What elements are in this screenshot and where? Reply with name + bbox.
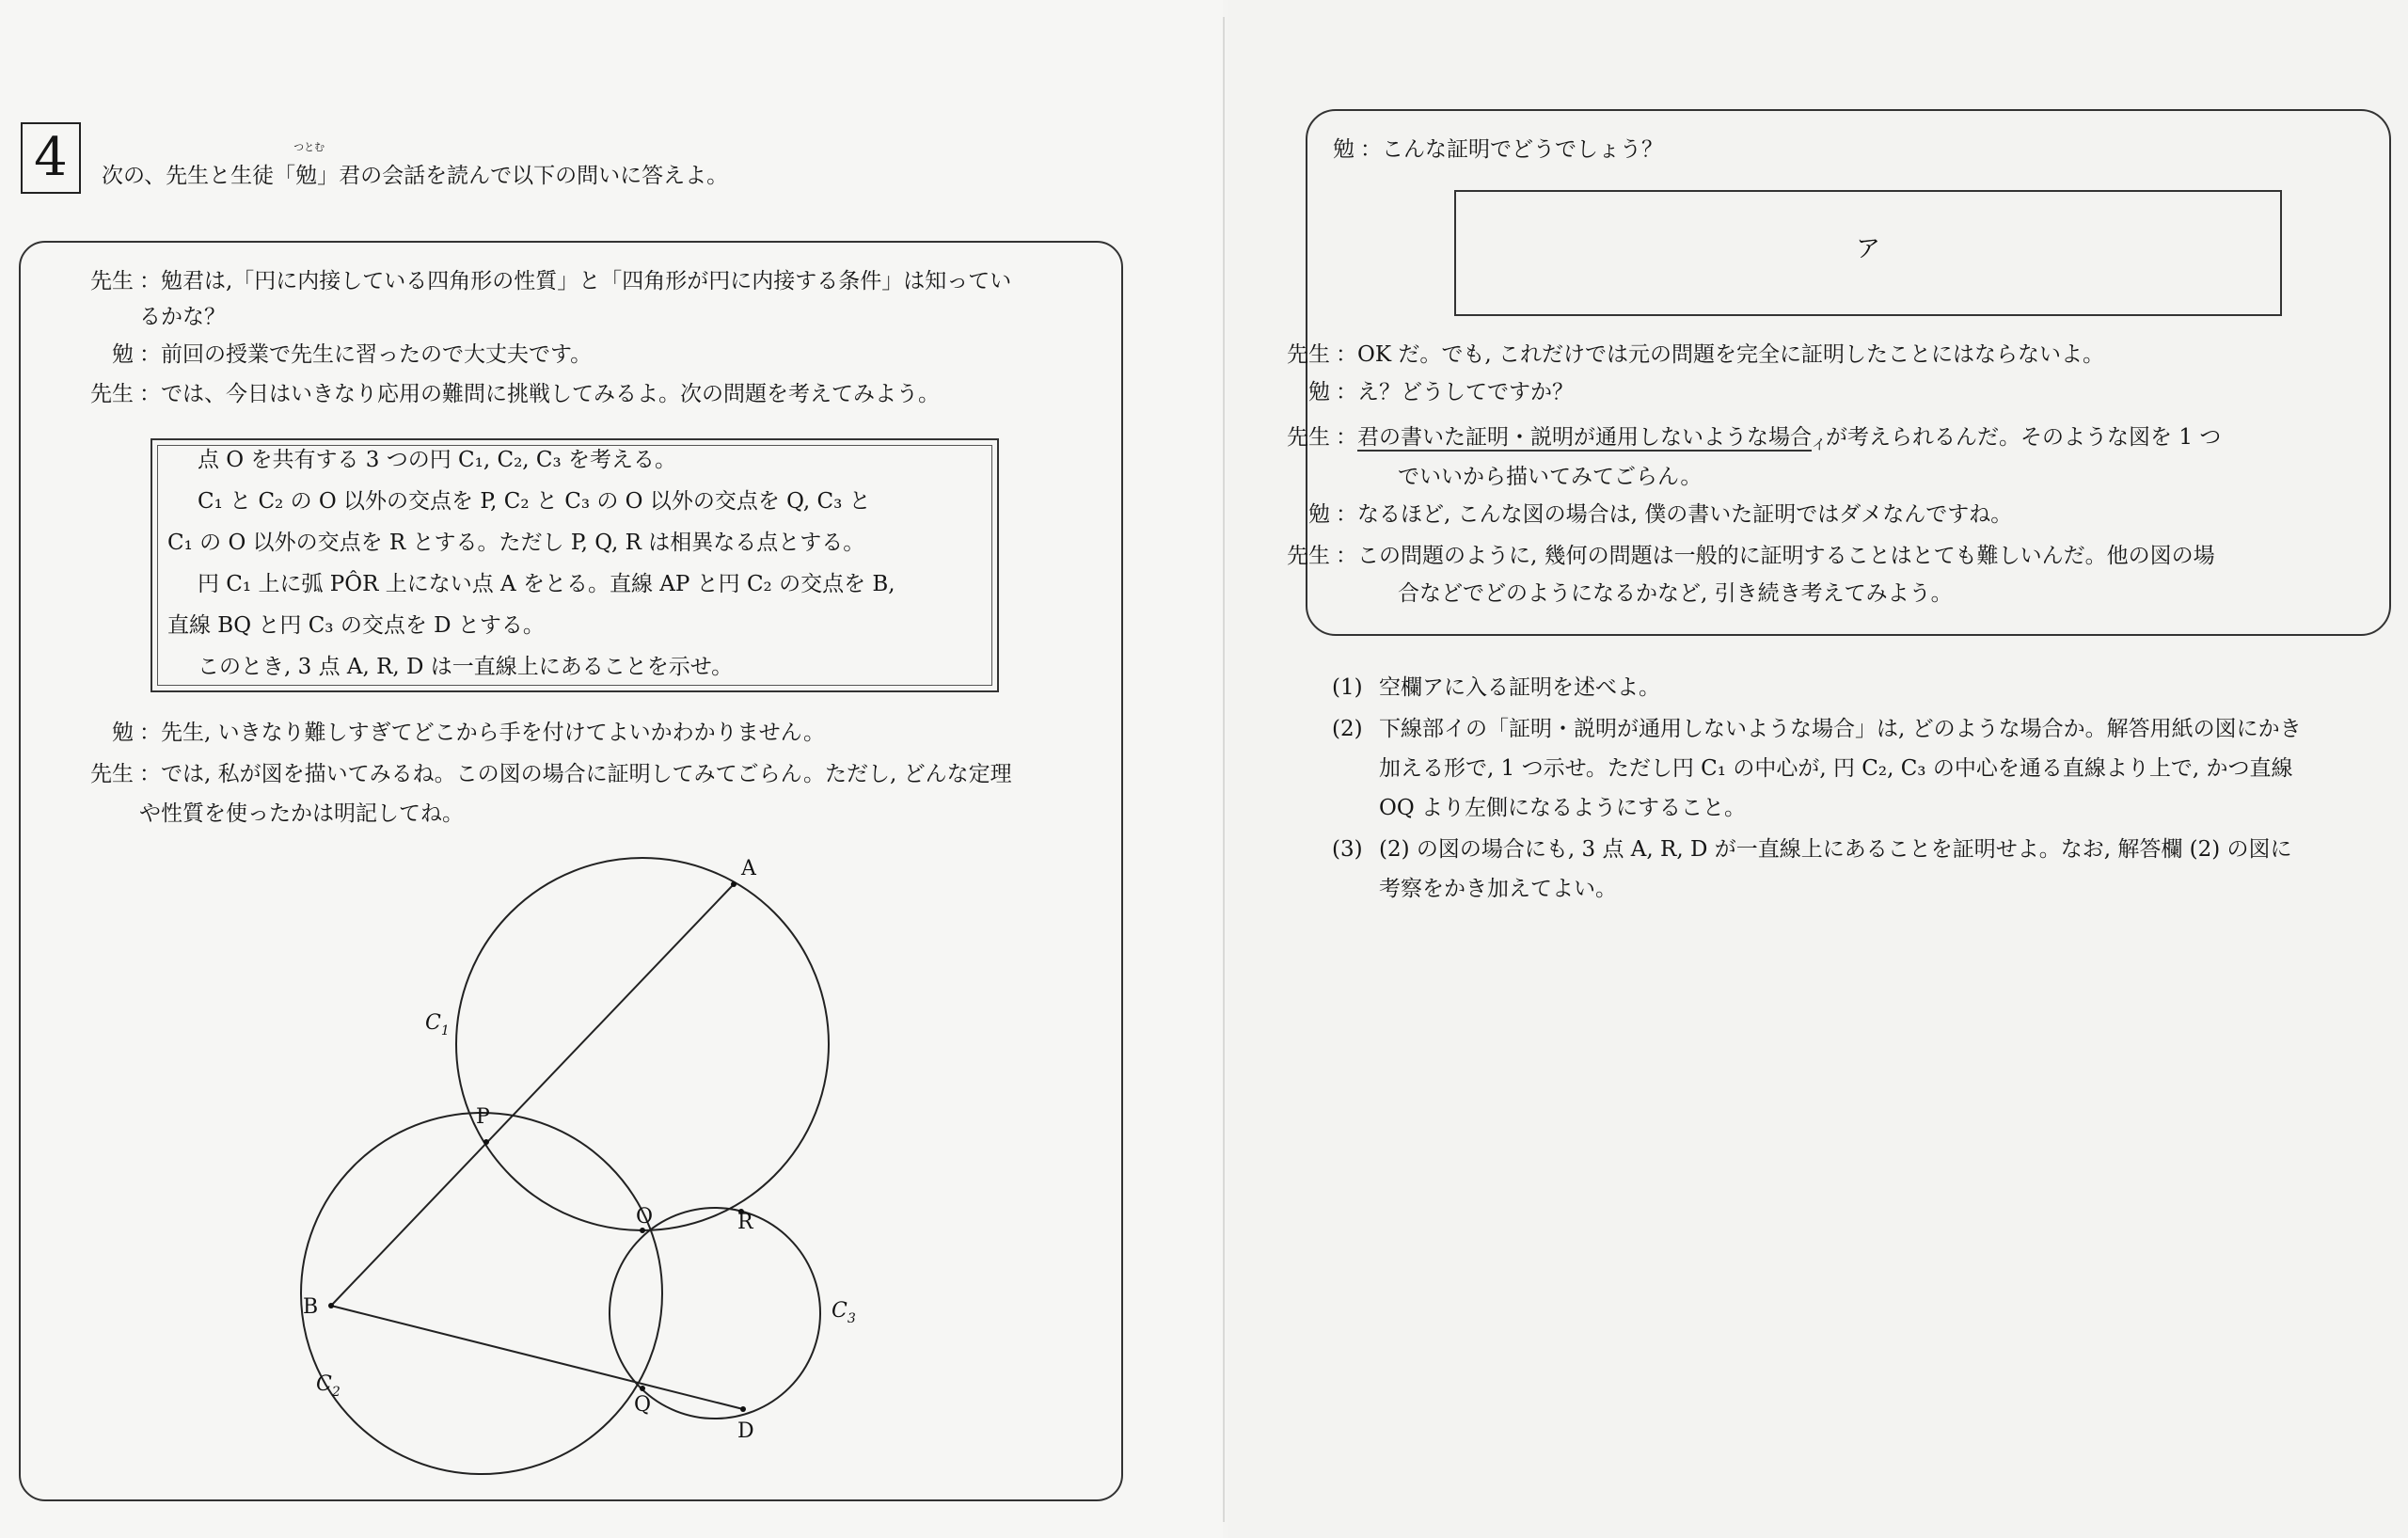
label-c3-letter: C [832, 1299, 848, 1323]
label-c2 [316, 1372, 341, 1400]
label-c1 [425, 1011, 450, 1039]
question-line [1332, 674, 1660, 702]
speaker: 勉 [112, 342, 134, 367]
problem-number: 4 [21, 122, 81, 194]
question-number: (3) [1332, 837, 1363, 862]
point-p [483, 1139, 489, 1145]
dialogue-line [1228, 500, 2012, 529]
blank-label: ア [1855, 235, 1880, 263]
label-c1-sub: 1 [440, 1023, 450, 1039]
speaker: 先生 [90, 762, 134, 786]
speaker: 勉 [1308, 380, 1330, 404]
speaker: 勉 [1333, 137, 1354, 162]
point-a [731, 881, 737, 887]
question-text: 下線部イの「証明・説明が通用しないような場合」は, どのような場合か。解答用紙の図にかき [1379, 717, 2302, 741]
question-line [1332, 794, 1746, 822]
dialogue-text: ：なるほど, こんな図の場合は, 僕の書いた証明ではダメなんですね。 [1336, 502, 2013, 527]
dialogue-text: ：前回の授業で先生に習ったので大丈夫です。 [139, 342, 593, 367]
point-q [640, 1386, 645, 1391]
label-c3 [832, 1299, 856, 1326]
circle-c2 [301, 1113, 662, 1474]
dialogue-line [1253, 135, 1663, 164]
dialogue-pre: ： [1336, 425, 1357, 450]
question-line [1332, 835, 2292, 864]
speaker: 先生 [1287, 342, 1330, 367]
circle-c1 [456, 858, 829, 1230]
dialogue-line [1296, 579, 1953, 608]
answer-blank-a [1454, 190, 2282, 316]
speaker: 先生 [90, 382, 134, 406]
dialogue-line [1228, 378, 1574, 406]
dialogue-text: ：勉君は,「円に内接している四角形の性質」と「四角形が円に内接する条件」は知ってい [139, 269, 1012, 293]
underlined-phrase: 君の書いた証明・説明が通用しないような場合 [1357, 425, 1812, 450]
question-number: (1) [1332, 675, 1363, 700]
question-text: 空欄アに入る証明を述べよ。 [1379, 675, 1660, 700]
problem-line: 直線 BQ と円 C₃ の交点を D とする。 [167, 613, 545, 638]
dialogue-line [1296, 463, 1702, 491]
label-d: D [737, 1419, 754, 1443]
intro-before: 次の、先生と生徒「 [102, 164, 296, 188]
problem-line: このとき, 3 点 A, R, D は一直線上にあることを示せ。 [198, 655, 734, 679]
point-b [328, 1303, 334, 1308]
dialogue-text: ：OK だ。でも, これだけでは元の問題を完全に証明したことにはならないよ。 [1336, 342, 2104, 367]
label-a: A [741, 857, 756, 880]
problem-line: C₁ と C₂ の O 以外の交点を P, C₂ と C₃ の O 以外の交点を Q, C₃ と [198, 489, 871, 514]
question-line [1332, 754, 2292, 783]
dialogue-text: や性質を使ったかは明記してね。 [139, 801, 464, 826]
dialogue-text: が考えられるんだ。そのような図を 1 つ [1826, 425, 2222, 450]
dialogue-text: ：え？どうしてですか？ [1336, 380, 1574, 404]
label-b: B [303, 1295, 319, 1319]
question-text: (2) の図の場合にも, 3 点 A, R, D が一直線上にあることを証明せよ。なお, 解答欄 (2) の図に [1379, 837, 2292, 862]
dialogue-line [1228, 341, 2104, 369]
dialogue-text: ：この問題のように, 幾何の問題は一般的に証明することはとても難しいんだ。他の図の場 [1336, 544, 2215, 568]
speaker: 勉 [112, 721, 134, 745]
label-c2-sub: 2 [331, 1385, 341, 1400]
dialogue-text: ：先生, いきなり難しすぎてどこから手を付けてよいかわかりません。 [139, 721, 826, 745]
line-ap [331, 884, 734, 1306]
dialogue-text: 合などでどのようになるかなど, 引き続き考えてみよう。 [1398, 581, 1953, 606]
dialogue-text: ：こんな証明でどうでしょう？ [1360, 137, 1663, 162]
question-text: 加える形で, 1 つ示せ。ただし円 C₁ の中心が, 円 C₂, C₃ の中心を通る直線より上で, かつ直線 [1379, 756, 2293, 781]
label-c3-sub: 3 [847, 1311, 856, 1326]
problem-line: 円 C₁ 上に弧 PÔR 上にない点 A をとる。直線 AP と円 C₂ の交点を B, [198, 572, 895, 596]
label-c1-letter: C [425, 1011, 441, 1035]
problem-line: C₁ の O 以外の交点を R とする。ただし P, Q, R は相異なる点とする。 [167, 531, 865, 555]
line-bd [331, 1306, 743, 1409]
intro-after: 」君の会話を読んで以下の問いに答えよ。 [317, 164, 729, 188]
question-text: 考察をかき加えてよい。 [1379, 877, 1617, 901]
point-d [740, 1406, 746, 1412]
speaker: 先生 [1287, 425, 1330, 450]
label-r: R [737, 1211, 753, 1234]
dialogue-text: でいいから描いてみてごらん。 [1398, 465, 1703, 489]
question-text: OQ より左側になるようにすること。 [1379, 796, 1747, 820]
question-line [1332, 715, 2302, 743]
speaker: 先生 [90, 269, 134, 293]
dialogue-text: ：では, 私が図を描いてみるね。この図の場合に証明してみてごらん。ただし, どんな定理 [139, 762, 1012, 786]
ruby-base: 勉 [295, 164, 318, 188]
speaker: 先生 [1287, 544, 1330, 568]
problem-line: 点 O を共有する 3 つの円 C₁, C₂, C₃ を考える。 [198, 448, 677, 472]
label-o: O [636, 1205, 654, 1229]
question-number: (2) [1332, 717, 1363, 741]
dialogue-line [1228, 542, 2215, 570]
label-c2-letter: C [316, 1372, 332, 1396]
underline-mark: イ [1812, 436, 1827, 453]
dialogue-text: るかな？ [139, 305, 226, 329]
dialogue-line [1228, 423, 2221, 459]
ruby-reading: つとむ [293, 141, 325, 153]
dialogue-text: ：では、今日はいきなり応用の難問に挑戦してみるよ。次の問題を考えてみよう。 [139, 382, 940, 406]
label-q: Q [634, 1393, 652, 1417]
speaker: 勉 [1308, 502, 1330, 527]
question-line [1332, 875, 1617, 903]
label-p: P [476, 1105, 490, 1129]
